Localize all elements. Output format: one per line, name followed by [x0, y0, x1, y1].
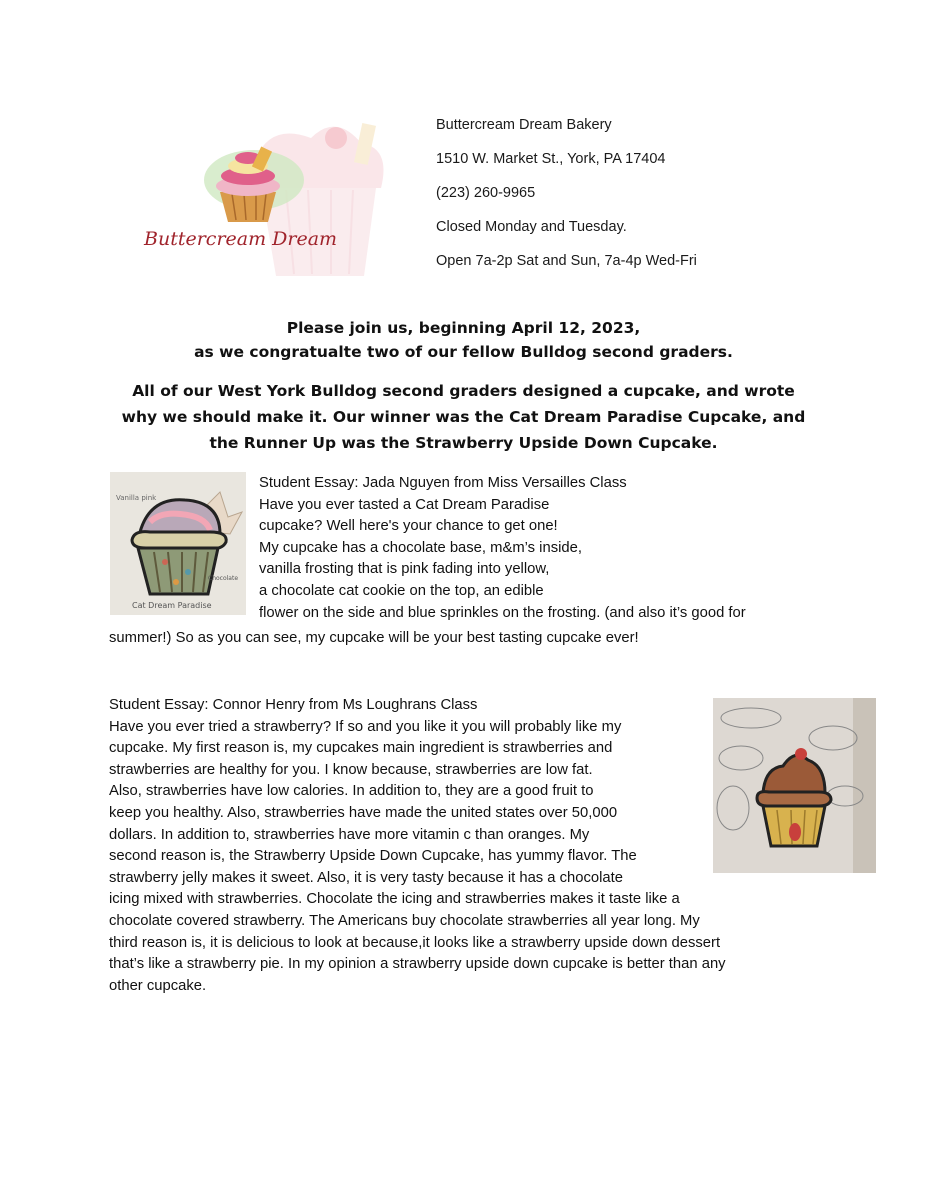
- essay-line: flower on the side and blue sprinkles on the frosting. (and also it’s good for: [259, 604, 746, 621]
- logo-text: Buttercream Dream: [144, 228, 338, 250]
- drawing-label: Vanilla pink: [116, 494, 157, 502]
- essay-title: Student Essay: Connor Henry from Ms Loughrans Class: [109, 697, 478, 713]
- essay-line: cupcake. My first reason is, my cupcakes main ingredient is strawberries and: [109, 740, 613, 757]
- contact-block: [436, 108, 697, 278]
- announcement-line: why we should make it. Our winner was the Cat Dream Paradise Cupcake, and: [121, 408, 806, 426]
- essay-line: Also, strawberries have low calories. In addition to, they are a good fruit to: [109, 783, 594, 800]
- announcement-details: [108, 378, 819, 456]
- essay-line: a chocolate cat cookie on the top, an edible: [259, 582, 544, 599]
- essay-line: vanilla frosting that is pink fading into yellow,: [259, 561, 550, 578]
- essay-line: Have you ever tried a strawberry? If so and you like it you will probably like my: [109, 718, 622, 735]
- essay-line: other cupcake.: [109, 977, 207, 994]
- announcement-line: All of our West York Bulldog second graders designed a cupcake, and wrote: [132, 382, 795, 400]
- bakery-logo: [136, 118, 392, 282]
- bakery-phone: (223) 260-9965: [436, 185, 536, 201]
- essay-title: Student Essay: Jada Nguyen from Miss Versailles Class: [259, 475, 627, 491]
- essay-line: strawberry jelly makes it sweet. Also, it is very tasty because it has a chocolate: [109, 869, 623, 886]
- essay-line: icing mixed with strawberries. Chocolate the icing and strawberries makes it taste like a: [109, 891, 680, 908]
- essay-line: Have you ever tasted a Cat Dream Paradise: [259, 496, 550, 513]
- strawberry-upside-down-drawing: [713, 698, 876, 873]
- announcement-intro: [108, 316, 819, 364]
- essay-connor: [109, 695, 726, 997]
- bakery-address: 1510 W. Market St., York, PA 17404: [436, 151, 666, 167]
- essay-line: summer!) So as you can see, my cupcake will be your best tasting cupcake ever!: [109, 630, 639, 646]
- drawing-label: Chocolate: [208, 575, 239, 582]
- essay-line: keep you healthy. Also, strawberries have made the united states over 50,000: [109, 804, 618, 821]
- closed-days: Closed Monday and Tuesday.: [436, 219, 627, 235]
- essay-line: dollars. In addition to, strawberries have more vitamin c than oranges. My: [109, 826, 590, 843]
- announcement-line: Please join us, beginning April 12, 2023,: [286, 319, 641, 337]
- essay-line: second reason is, the Strawberry Upside Down Cupcake, has yummy flavor. The: [109, 848, 637, 865]
- essay-line: chocolate covered strawberry. The Americans buy chocolate strawberries all year long. My: [109, 912, 700, 929]
- essay-line: third reason is, it is delicious to look at because,it looks like a strawberry upside down dessert: [109, 934, 721, 951]
- essay-line: strawberries are healthy for you. I know because, strawberries are low fat.: [109, 761, 593, 778]
- announcement-line: as we congratualte two of our fellow Bulldog second graders.: [194, 343, 733, 361]
- open-hours: Open 7a-2p Sat and Sun, 7a-4p Wed-Fri: [436, 253, 697, 269]
- essay-jada-end: [109, 628, 639, 650]
- essay-line: cupcake? Well here's your chance to get one!: [259, 518, 558, 535]
- essay-line: My cupcake has a chocolate base, m&m’s inside,: [259, 539, 582, 556]
- essay-jada: [259, 473, 746, 624]
- drawing-caption: Cat Dream Paradise: [132, 601, 212, 610]
- essay-line: that’s like a strawberry pie. In my opinion a strawberry upside down cupcake is better than any: [109, 956, 726, 973]
- announcement-line: the Runner Up was the Strawberry Upside Down Cupcake.: [209, 434, 718, 452]
- cat-dream-paradise-drawing: [110, 472, 246, 615]
- bakery-name: Buttercream Dream Bakery: [436, 117, 612, 133]
